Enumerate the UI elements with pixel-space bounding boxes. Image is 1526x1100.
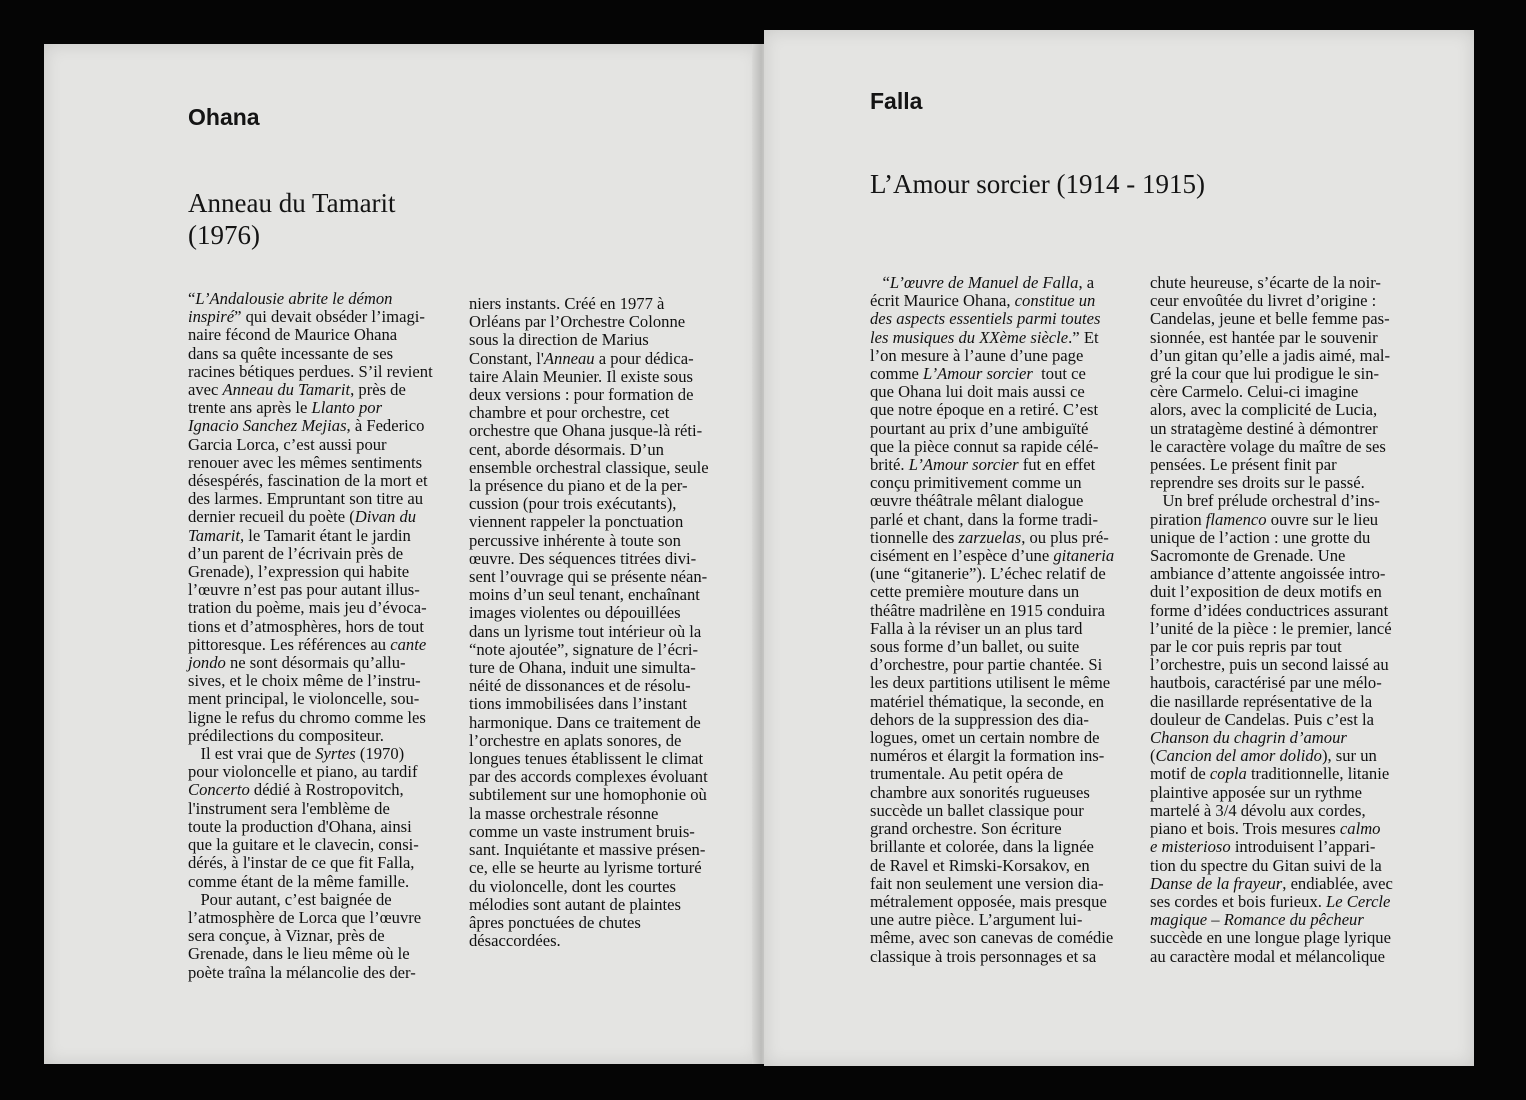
text-line: Tamarit, le Tamarit étant le jardin [188,525,411,545]
text-line: subtilement sur une homophonie où [469,785,707,805]
text-line: néité de dissonances et de résolu- [469,676,691,696]
text-line: Garcia Lorca, c’est aussi pour [188,434,387,454]
text-line: pourtant au prix d’une ambiguïté [870,418,1089,438]
text-line: Falla à la réviser un an plus tard [870,618,1083,638]
text-line: par le cor puis repris par tout [1150,637,1342,657]
text-line: ceur envoûtée du livret d’origine : [1150,291,1377,311]
left-work-title [188,187,396,251]
text-line: unique de l’action : une grotte du [1150,527,1371,547]
text-line: Grenade), l’expression qui habite [188,562,410,582]
text-line: Pour autant, c’est baignée de [188,889,392,909]
text-line: e misterioso introduisent l’appari- [1150,837,1376,857]
text-line: plaintive apposée sur un rythme [1150,782,1362,802]
text-line: reprendre ses droits sur le passé. [1150,473,1365,493]
text-line: théâtre madrilène en 1915 conduira [870,600,1105,620]
text-line: cère Carmelo. Celui-ci imagine [1150,382,1359,402]
text-line: sant. Inquiétante et massive présen- [469,840,706,860]
text-line: alors, avec la complicité de Lucia, [1150,400,1378,420]
text-line: d’orchestre, pour partie chantée. Si [870,655,1103,675]
text-line: tions immobilisées dans l’instant [469,694,688,714]
text-line: classique à trois personnages et sa [870,946,1097,966]
text-line: naire fécond de Maurice Ohana [188,325,398,345]
text-line: forme d’idées conductrices assurant [1150,600,1389,620]
text-line: succède un ballet classique pour [870,800,1084,820]
text-line: chute heureuse, s’écarte de la noir- [1150,273,1381,292]
text-line: que la guitare et le clavecin, consi- [188,835,419,855]
text-line: sous forme d’un ballet, ou suite [870,637,1080,657]
text-line: hautbois, caractérisé par une mélo- [1150,673,1382,693]
left-column-1 [188,290,433,982]
text-line: ture de Ohana, induit une simulta- [469,658,696,678]
text-line: viennent rappeler la ponctuation [469,512,684,532]
text-line: martelé à 3/4 dévolu aux cordes, [1150,800,1366,820]
text-line: tions et d’atmosphères, hors de tout [188,616,424,636]
text-line: l’unité de la pièce : le premier, lancé [1150,618,1392,638]
text-line: “note ajoutée”, signature de l’écri- [469,639,698,659]
text-line: le caractère volage du maître de ses [1150,436,1386,456]
text-line: sent l’ouvrage qui se présente néan- [469,567,708,587]
text-line: dans sa quête incessante de ses [188,343,394,363]
text-line: gré la cour que lui prodigue le sin- [1150,364,1380,384]
left-work-title-line2: (1976) [188,220,260,250]
text-line: avec Anneau du Tamarit, près de [188,380,406,400]
text-line: au caractère modal et mélancolique [1150,946,1385,966]
text-line: un stratagème destiné à démontrer [1150,418,1378,438]
text-line: jondo ne sont désormais qu’allu- [188,653,406,673]
text-line: l’atmosphère de Lorca que l’œuvre [188,907,422,927]
text-line: d’un parent de l’écrivain près de [188,543,404,563]
text-line: l'instrument sera l'emblème de [188,798,390,818]
text-line: magique – Romance du pêcheur [1150,910,1364,930]
text-line: ensemble orchestral classique, seule [469,457,709,477]
text-line: même, avec son canevas de comédie [870,928,1114,948]
text-line: inspiré” qui devait obséder l’imagi- [188,307,425,327]
text-line: l’orchestre en aplats sonores, de [469,730,682,750]
text-line: dans un lyrisme tout intérieur où la [469,621,702,641]
text-line: Grenade, dans le lieu même où le [188,944,410,964]
text-line: cussion (pour trois exécutants), [469,494,677,514]
text-line: fait non seulement une version dia- [870,873,1104,893]
text-line: œuvre. Des séquences titrées divi- [469,548,697,568]
text-line: ce, elle se heurte au lyrisme torturé [469,858,702,878]
text-line: taire Alain Meunier. Il existe sous [469,366,693,386]
text-line: images violentes ou dépouillées [469,603,681,623]
text-line: percussive inhérente à toute son [469,530,681,550]
text-line: par des accords complexes évoluant [469,767,708,787]
text-line: Il est vrai que de Syrtes (1970) [188,744,405,764]
text-line: la présence du piano et de la per- [469,476,688,496]
text-line: les deux partitions utilisent le même [870,673,1111,693]
text-line: Orléans par l’Orchestre Colonne [469,312,686,332]
text-line: sous la direction de Marius [469,330,649,350]
text-line: ment principal, le violoncelle, sou- [188,689,420,709]
text-line: brillante et colorée, dans la lignée [870,837,1094,857]
text-line: que Ohana lui doit mais aussi ce [870,382,1085,402]
text-line: niers instants. Créé en 1977 à [469,294,665,313]
text-line: d’un gitan qu’elle a jadis aimé, mal- [1150,345,1391,365]
text-line: des aspects essentiels parmi toutes [870,309,1101,329]
text-line: pensées. Le présent finit par [1150,455,1337,475]
right-column-2 [1150,274,1393,966]
text-line: âpres ponctuées de chutes [469,912,641,932]
right-column-1 [870,274,1114,966]
text-line: harmonique. Dans ce traitement de [469,712,701,732]
right-work-title: L’Amour sorcier (1914 - 1915) [870,169,1205,199]
text-line: comme un vaste instrument bruis- [469,821,695,841]
left-column-2 [469,295,709,950]
text-line: prédilections du compositeur. [188,725,384,745]
text-line: l’orchestre, puis un second laissé au [1150,655,1389,675]
text-line: dehors de la suppression des dia- [870,709,1089,729]
text-line: chambre aux sonorités rugueuses [870,782,1090,802]
text-line: duit l’exposition de deux motifs en [1150,582,1382,602]
text-line: que la pièce connut sa rapide célé- [870,436,1099,456]
text-line: deux versions : pour formation de [469,385,694,405]
left-work-title-line1: Anneau du Tamarit [188,188,396,218]
text-line: brité. L’Amour sorcier fut en effet [870,455,1096,475]
text-line: une autre pièce. L’argument lui- [870,910,1083,930]
left-page [44,44,760,1064]
text-line: tionnelle des zarzuelas, ou plus pré- [870,527,1109,547]
text-line: dérés, à l'instar de ce que fit Falla, [188,853,415,873]
text-line: comme étant de la même famille. [188,871,410,891]
text-line: trente ans après le Llanto por [188,398,383,418]
text-line: les musiques du XXème siècle.” Et [870,327,1099,347]
text-line: conçu primitivement comme un [870,473,1082,493]
text-line: l’œuvre n’est pas pour autant illus- [188,580,420,600]
text-line: succède en une longue plage lyrique [1150,928,1391,948]
text-line: grand orchestre. Son écriture [870,819,1062,839]
text-line: pittoresque. Les références au cante [188,634,427,654]
text-line: Ignacio Sanchez Mejias, à Federico [188,416,425,436]
text-line: moins d’un seul tenant, enchaînant [469,585,700,605]
text-line: parlé et chant, dans la forme tradi- [870,509,1099,529]
text-line: Concerto dédié à Rostropovitch, [188,780,404,800]
text-line: sives, et le choix même de l’instru- [188,671,421,691]
text-line: ses cordes et bois furieux. Le Cercle [1150,891,1391,911]
text-line: sera conçue, à Viznar, près de [188,926,385,946]
text-line: poète traîna la mélancolie des der- [188,962,416,982]
text-line: Chanson du chagrin d’amour [1150,728,1347,748]
text-line: chambre et pour orchestre, cet [469,403,670,423]
text-line: écrit Maurice Ohana, constitue un [870,291,1096,311]
text-line: pour violoncelle et piano, au tardif [188,762,418,782]
text-line: “L’Andalousie abrite le démon [188,289,393,308]
text-line: toute la production d'Ohana, ainsi [188,816,412,836]
text-line: numéros et élargit la formation ins- [870,746,1105,766]
text-line: Candelas, jeune et belle femme pas- [1150,309,1390,329]
text-line: désaccordées. [469,931,561,951]
text-line: piano et bois. Trois mesures calmo [1150,819,1381,839]
text-line: des larmes. Empruntant son titre au [188,489,424,509]
text-line: l’on mesure à l’aune d’une page [870,345,1084,365]
text-line: de Ravel et Rimski-Korsakov, en [870,855,1090,875]
text-line: (Cancion del amor dolido), sur un [1150,746,1377,766]
text-line: logues, omet un certain nombre de [870,728,1100,748]
text-line: (une “gitanerie”). L’échec relatif de [870,564,1106,584]
right-page [764,30,1474,1066]
text-line: renouer avec les mêmes sentiments [188,452,423,472]
text-line: motif de copla traditionnelle, litanie [1150,764,1390,784]
text-line: Sacromonte de Grenade. Une [1150,546,1346,566]
text-line: désespérés, fascination de la mort et [188,471,428,491]
text-line: cent, aborde désormais. D’un [469,439,664,459]
left-composer-heading: Ohana [188,104,260,130]
text-line: piration flamenco ouvre sur le lieu [1150,509,1379,529]
text-line: métralement opposée, mais presque [870,891,1107,911]
text-line: sionnée, est hantée par le souvenir [1150,327,1378,347]
text-line: matériel thématique, la seconde, en [870,691,1105,711]
text-line: dernier recueil du poète (Divan du [188,507,417,527]
text-line: tion du spectre du Gitan suivi de la [1150,855,1382,875]
text-line: la masse orchestrale résonne [469,803,659,823]
text-line: douleur de Candelas. Puis c’est la [1150,709,1374,729]
text-line: Danse de la frayeur, endiablée, avec [1150,873,1393,893]
text-line: cisément en l’espèce d’une gitaneria [870,546,1115,566]
text-line: ligne le refus du chromo comme les [188,707,426,727]
text-line: que notre époque en a retiré. C’est [870,400,1099,420]
text-line: cette première mouture dans un [870,582,1080,602]
right-composer-heading: Falla [870,88,923,114]
text-line: die nasillarde représentative de la [1150,691,1373,711]
text-line: racines bétiques perdues. S’il revient [188,361,433,381]
text-line: œuvre théâtrale mêlant dialogue [870,491,1084,511]
text-line: Un bref prélude orchestral d’ins- [1150,491,1380,511]
text-line: tration du poème, mais jeu d’évoca- [188,598,427,618]
text-line: “L’œuvre de Manuel de Falla, a [870,273,1095,292]
text-line: comme L’Amour sorcier tout ce [870,364,1086,384]
text-line: du violoncelle, dont les courtes [469,876,676,896]
text-line: mélodies sont autant de plaintes [469,894,681,914]
text-line: longues tenues établissent le climat [469,749,704,769]
text-line: Constant, l'Anneau a pour dédica- [469,348,694,368]
text-line: ambiance d’attente angoissée intro- [1150,564,1386,584]
text-line: orchestre que Ohana jusque-là réti- [469,421,703,441]
text-line: trumentale. Au petit opéra de [870,764,1064,784]
